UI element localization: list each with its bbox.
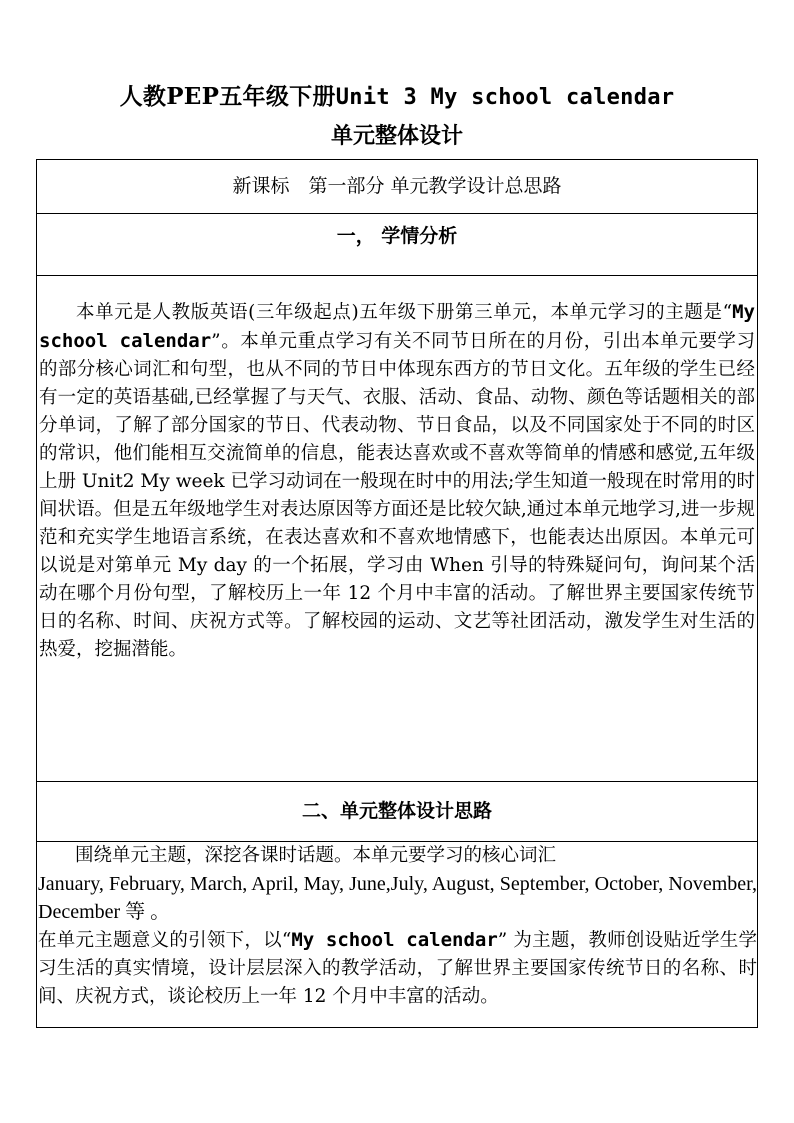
section2-theme: My school calendar — [291, 929, 498, 951]
section2-text-after: ” 为主题，教师创设贴近学生学习生活的真实情境，设计层层深入的教学活动，了解世界主要国家传统节日的名称、时间、庆祝方式，谈论校历上一年 12 个月中丰富的活动。 — [38, 930, 757, 1007]
section2-paragraph-3 — [38, 926, 757, 1011]
section2-paragraph-1: 围绕单元主题，深挖各课时话题。本单元要学习的核心词汇 — [75, 845, 557, 866]
title-prefix: 人教PEP五年级下册 — [119, 83, 336, 110]
section1-heading: 一， 学情分析 — [336, 225, 458, 247]
section1-paragraph — [37, 276, 757, 664]
design-table — [36, 159, 758, 1028]
section1-body-cell — [37, 276, 758, 782]
section2-month-list: January, February, March, April, May, June,July, August, September, October, November, December 等 。 — [38, 873, 757, 923]
table-header: 新课标 第一部分 单元教学设计总思路 — [37, 160, 758, 214]
document-title — [0, 82, 794, 113]
section2-paragraphs — [37, 842, 757, 1011]
section2-heading: 二、单元整体设计思路 — [301, 800, 492, 822]
document-subtitle: 单元整体设计 — [330, 123, 463, 149]
section1-theme: My school calendar — [39, 301, 755, 352]
title-unit: Unit 3 My school calendar — [335, 85, 675, 110]
section2-heading-cell — [37, 782, 758, 842]
section1-text-after: ”。本单元重点学习有关不同节日所在的月份，引出本单元要学习的部分核心词汇和句型，也从不同的节日中体现东西方的节日文化。五年级的学生已经有一定的英语基础,已经掌握了与天气、衣服、活动、食品、动物、颜色等话题相关的部分单词，了解了部分国家的节日、代表动物、节日食品，以及不同国家处于不同的时区的常识，他们能相互交流简单的信息，能表达喜欢或不喜欢等简单的情感和感觉,五年级上册 Unit2 My week 已学习动词在一般现在时中的用法;学生知道一般现在时常用的时间状语。但是五年级地学生对表达原因等方面还是比较欠缺,通过本单元地学习,进一步规范和充实学生地语言系统，在表达喜欢和不喜欢地情感下，也能表达出原因。本单元可以说是对第单元 My day 的一个拓展，学习由 When 引导的特殊疑问句，询问某个活动在哪个月份句型，了解校历上一年 12 个月中丰富的活动。了解世界主要国家传统节日的名称、时间、庆祝方式等。了解校园的运动、文艺等社团活动，激发学生对生活的热爱，挖掘潜能。 — [39, 331, 755, 660]
section1-text-before: 本单元是人教版英语(三年级起点)五年级下册第三单元，本单元学习的主题是“ — [76, 302, 733, 323]
section2-text-before: 在单元主题意义的引领下，以“ — [38, 930, 292, 951]
section2-body-cell — [37, 842, 758, 1028]
section1-heading-cell — [37, 214, 758, 276]
